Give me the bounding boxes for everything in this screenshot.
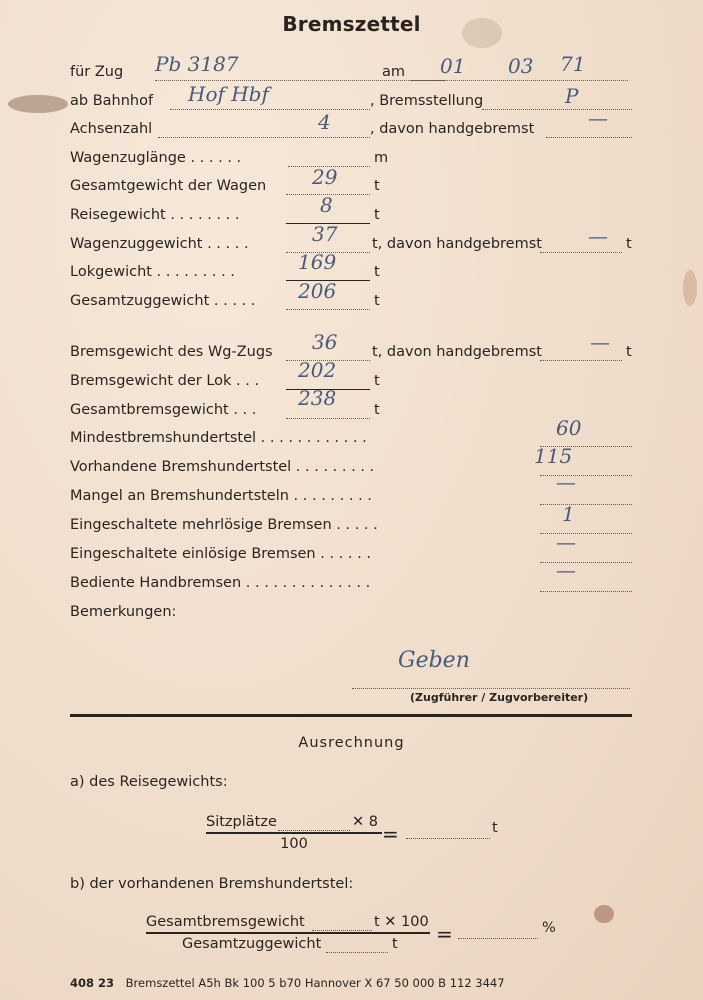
unit-t: t xyxy=(374,178,380,194)
field-line xyxy=(482,93,632,110)
handwritten-signature: Geben xyxy=(398,648,470,673)
handwritten-lokgewicht: 169 xyxy=(298,250,337,274)
handwritten-bremsgewicht-lok: 202 xyxy=(298,358,337,382)
field-line xyxy=(540,236,622,253)
label-a-reisegewicht: a) des Reisegewichts: xyxy=(70,774,228,790)
label-bremsstellung: , Bremsstellung xyxy=(370,93,484,109)
handwritten-zug: Pb 3187 xyxy=(155,52,239,76)
unit-t: t xyxy=(374,207,380,223)
label-gesamtzuggewicht-formula: Gesamtzuggewicht xyxy=(182,936,322,952)
label-gesamtbremsgewicht: Gesamtbremsgewicht . . . xyxy=(70,402,257,418)
label-t-davon-handgebremst: t, davon handgebremst xyxy=(372,344,542,360)
label-davon-handgebremst: , davon handgebremst xyxy=(370,121,535,137)
label-t-davon-handgebremst: t, davon handgebremst xyxy=(372,236,542,252)
unit-t: t xyxy=(374,373,380,389)
handwritten-wagenzug-handgebremst: — xyxy=(588,224,608,248)
handwritten-reisegewicht: 8 xyxy=(320,193,333,217)
handwritten-einloesige: — xyxy=(556,530,576,554)
label-times-8: ✕ 8 xyxy=(352,814,378,830)
label-achsenzahl: Achsenzahl xyxy=(70,121,153,137)
fraction-bar xyxy=(206,832,382,834)
label-mehrloesige: Eingeschaltete mehrlösige Bremsen . . . . . xyxy=(70,517,378,533)
handwritten-vorhandene: 115 xyxy=(534,444,573,468)
handwritten-achsenzahl: 4 xyxy=(318,110,331,134)
unit-t: t xyxy=(626,344,632,360)
label-wagenzuglaenge: Wagenzuglänge . . . . . . xyxy=(70,150,242,166)
signature-line xyxy=(352,672,630,689)
unit-t: t xyxy=(374,293,380,309)
handwritten-mangel: — xyxy=(556,470,576,494)
label-vorhandene-bremshundertstel: Vorhandene Bremshundertstel . . . . . . . . . xyxy=(70,459,375,475)
footer-print-info xyxy=(70,976,505,990)
label-gesamtbremsgewicht-formula: Gesamtbremsgewicht xyxy=(146,914,305,930)
handwritten-datum-monat: 03 xyxy=(508,54,534,78)
field-line xyxy=(406,822,490,839)
field-line xyxy=(458,922,538,939)
handwritten-datum-jahr: 71 xyxy=(560,52,586,76)
unit-t: t xyxy=(374,264,380,280)
unit-t: t xyxy=(374,402,380,418)
footer-form-number: 408 23 xyxy=(70,976,115,990)
unit-t: t xyxy=(492,820,498,836)
label-bremsgewicht-wg: Bremsgewicht des Wg-Zugs xyxy=(70,344,273,360)
stain xyxy=(8,95,68,113)
label-b-bremshundertstel: b) der vorhandenen Bremshundertstel: xyxy=(70,876,354,892)
field-line xyxy=(540,517,632,534)
label-equals: = xyxy=(382,822,399,846)
handwritten-bremsstellung: P xyxy=(565,84,579,108)
handwritten-bahnhof: Hof Hbf xyxy=(188,82,269,106)
label-percent: % xyxy=(542,920,556,936)
separator-line xyxy=(70,714,632,717)
handwritten-gesamtgewicht-wagen: 29 xyxy=(312,165,338,189)
field-line xyxy=(278,814,350,831)
label-gesamtzuggewicht: Gesamtzuggewicht . . . . . xyxy=(70,293,256,309)
footer-text: Bremszettel A5h Bk 100 5 b70 Hannover X 67 50 000 B 112 3447 xyxy=(125,976,505,990)
handwritten-gesamtzuggewicht: 206 xyxy=(298,279,337,303)
handwritten-wagenzuggewicht: 37 xyxy=(312,222,338,246)
label-wagenzuggewicht: Wagenzuggewicht . . . . . xyxy=(70,236,249,252)
label-handbremsen: Bediente Handbremsen . . . . . . . . . . . . . . xyxy=(70,575,371,591)
stain xyxy=(594,905,614,923)
field-line xyxy=(540,546,632,563)
label-einloesige: Eingeschaltete einlösige Bremsen . . . . . . xyxy=(70,546,371,562)
label-am: am xyxy=(382,64,406,80)
fraction-bar xyxy=(146,932,430,934)
label-bremsgewicht-lok: Bremsgewicht der Lok . . . xyxy=(70,373,260,389)
form-title: Bremszettel xyxy=(282,12,421,36)
handwritten-datum-tag: 01 xyxy=(440,54,466,78)
field-line xyxy=(326,936,388,953)
field-line xyxy=(540,488,632,505)
handwritten-gesamtbremsgewicht: 238 xyxy=(298,386,337,410)
handwritten-mindestbremshundertstel: 60 xyxy=(556,416,582,440)
unit-t: t xyxy=(626,236,632,252)
field-line xyxy=(540,575,632,592)
unit-t: t xyxy=(392,936,398,952)
field-line xyxy=(312,914,372,931)
field-line xyxy=(158,121,370,138)
label-ab-bahnhof: ab Bahnhof xyxy=(70,93,154,109)
label-bemerkungen: Bemerkungen: xyxy=(70,604,177,620)
label-100: 100 xyxy=(280,836,308,852)
handwritten-bremsgewicht-wg: 36 xyxy=(312,330,338,354)
handwritten-handbremsen: — xyxy=(556,558,576,582)
label-mangel: Mangel an Bremshundertsteln . . . . . . . . . xyxy=(70,488,372,504)
label-reisegewicht: Reisegewicht . . . . . . . . xyxy=(70,207,240,223)
unit-m: m xyxy=(374,150,389,166)
label-lokgewicht: Lokgewicht . . . . . . . . . xyxy=(70,264,235,280)
label-t-times-100: t ✕ 100 xyxy=(374,914,429,930)
label-gesamtgewicht-wagen: Gesamtgewicht der Wagen xyxy=(70,178,267,194)
handwritten-bremsgewicht-wg-handgebremst: — xyxy=(590,330,610,354)
handwritten-achsen-handgebremst: — xyxy=(588,106,608,130)
label-zugfuehrer: (Zugführer / Zugvorbereiter) xyxy=(410,691,589,704)
handwritten-mehrloesige: 1 xyxy=(562,502,575,526)
label-fuer-zug: für Zug xyxy=(70,64,124,80)
label-mindestbremshundertstel: Mindestbremshundertstel . . . . . . . . . . . . xyxy=(70,430,367,446)
section-heading-ausrechnung: Ausrechnung xyxy=(298,735,405,751)
stain xyxy=(683,270,697,306)
label-sitzplaetze: Sitzplätze xyxy=(206,814,277,830)
label-equals: = xyxy=(436,922,453,946)
